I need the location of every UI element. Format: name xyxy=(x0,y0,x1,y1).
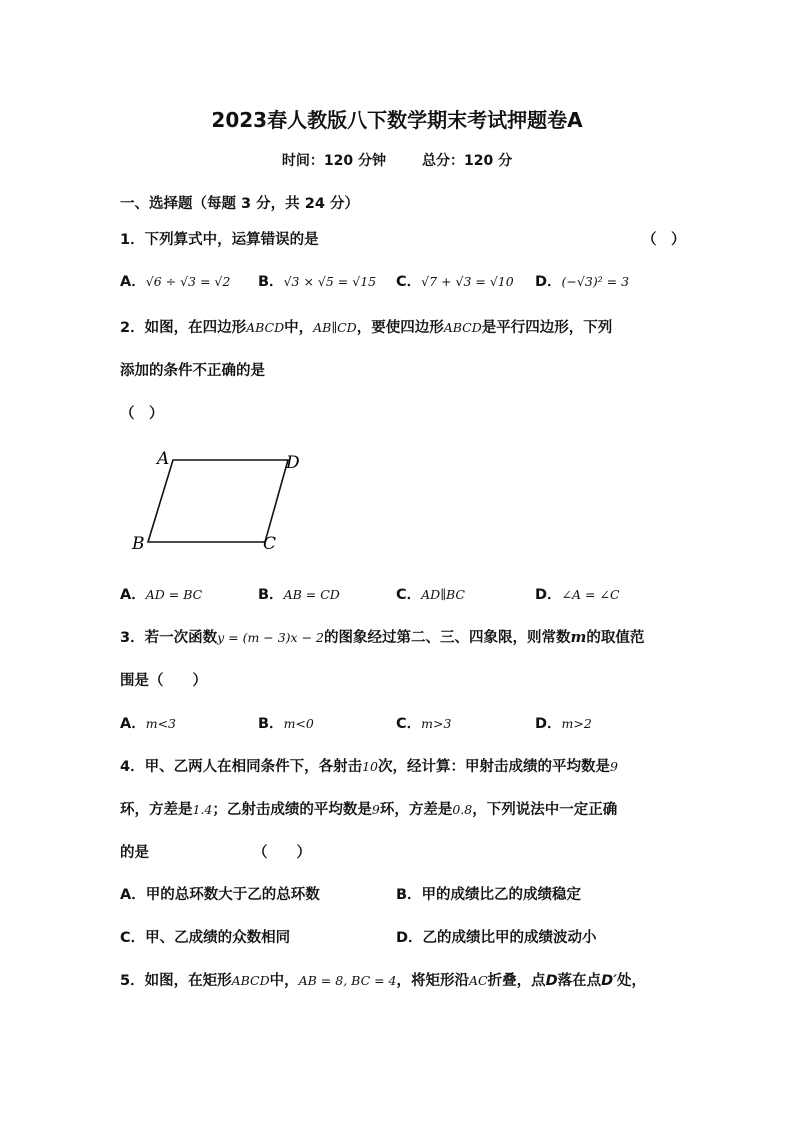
q2-option-d: D．∠A = ∠C xyxy=(535,587,620,603)
parallelogram-shape xyxy=(148,460,288,542)
q1-stem: 1．下列算式中，运算错误的是 xyxy=(120,232,319,248)
q1-option-a-expr: √6 ÷ √3 = √2 xyxy=(145,274,231,289)
q3-option-d: D．m>2 xyxy=(535,716,592,732)
vertex-c-label: C xyxy=(263,534,277,554)
q2-answer-paren: （ ） xyxy=(120,406,164,422)
q4-answer-paren: （ ） xyxy=(253,845,311,861)
q1-option-a: A．√6 ÷ √3 = √2 xyxy=(120,274,231,290)
total-score: 总分：120 分 xyxy=(422,153,513,169)
q4-option-d: D．乙的成绩比甲的成绩波动小 xyxy=(396,930,597,946)
q1-option-c-expr: √7 + √3 = √10 xyxy=(421,274,514,289)
vertex-d-label: D xyxy=(286,453,300,473)
q3-stem-line2: 围是（ ） xyxy=(120,673,207,689)
q1-option-d-expr: (−√3)² = 3 xyxy=(561,274,630,289)
q3-option-c: C．m>3 xyxy=(396,716,452,732)
q4-option-b: B．甲的成绩比乙的成绩稳定 xyxy=(396,887,582,903)
q1-option-b-expr: √3 × √5 = √15 xyxy=(283,274,377,289)
q2-stem-line1: 2．如图，在四边形ABCD中，AB∥CD，要使四边形ABCD是平行四边形，下列 xyxy=(120,320,613,336)
q4-stem-line1: 4．甲、乙两人在相同条件下，各射击10次，经计算：甲射击成绩的平均数是9 xyxy=(120,759,618,775)
exam-info xyxy=(0,150,794,170)
q2-option-c: C．AD∥BC xyxy=(396,587,465,603)
q4-stem-line2: 环，方差是1.4；乙射击成绩的平均数是9环，方差是0.8，下列说法中一定正确 xyxy=(120,802,618,818)
q1-option-d: D．(−√3)² = 3 xyxy=(535,274,630,290)
time-limit: 时间：120 分钟 xyxy=(281,153,386,169)
q2-stem-line2: 添加的条件不正确的是 xyxy=(120,363,265,379)
vertex-a-label: A xyxy=(157,449,170,469)
vertex-b-label: B xyxy=(132,534,145,554)
q4-option-c: C．甲、乙成绩的众数相同 xyxy=(120,930,291,946)
q3-option-a: A．m<3 xyxy=(120,716,177,732)
q5-stem: 5．如图，在矩形ABCD中，AB = 8, BC = 4，将矩形沿AC折叠，点D落在点D′处， xyxy=(120,973,647,989)
page-title: 2023春人教版八下数学期末考试押题卷A xyxy=(211,108,583,132)
q3-option-b: B．m<0 xyxy=(258,716,314,732)
q1-answer-paren: （ ） xyxy=(642,232,686,248)
q1-option-b: B．√3 × √5 = √15 xyxy=(258,274,377,290)
q2-option-a: A．AD = BC xyxy=(120,587,203,603)
q2-option-b: B．AB = CD xyxy=(258,587,340,603)
q4-option-a: A．甲的总环数大于乙的总环数 xyxy=(120,887,320,903)
parallelogram-figure xyxy=(125,445,315,560)
q3-stem-line1: 3．若一次函数y = (m − 3)x − 2的图象经过第二、三、四象限，则常数m的取值范 xyxy=(120,628,645,646)
q4-stem-line3: 的是 xyxy=(120,845,149,861)
q1-option-c: C．√7 + √3 = √10 xyxy=(396,274,514,290)
section-heading: 一、选择题（每题 3 分，共 24 分） xyxy=(120,196,359,212)
